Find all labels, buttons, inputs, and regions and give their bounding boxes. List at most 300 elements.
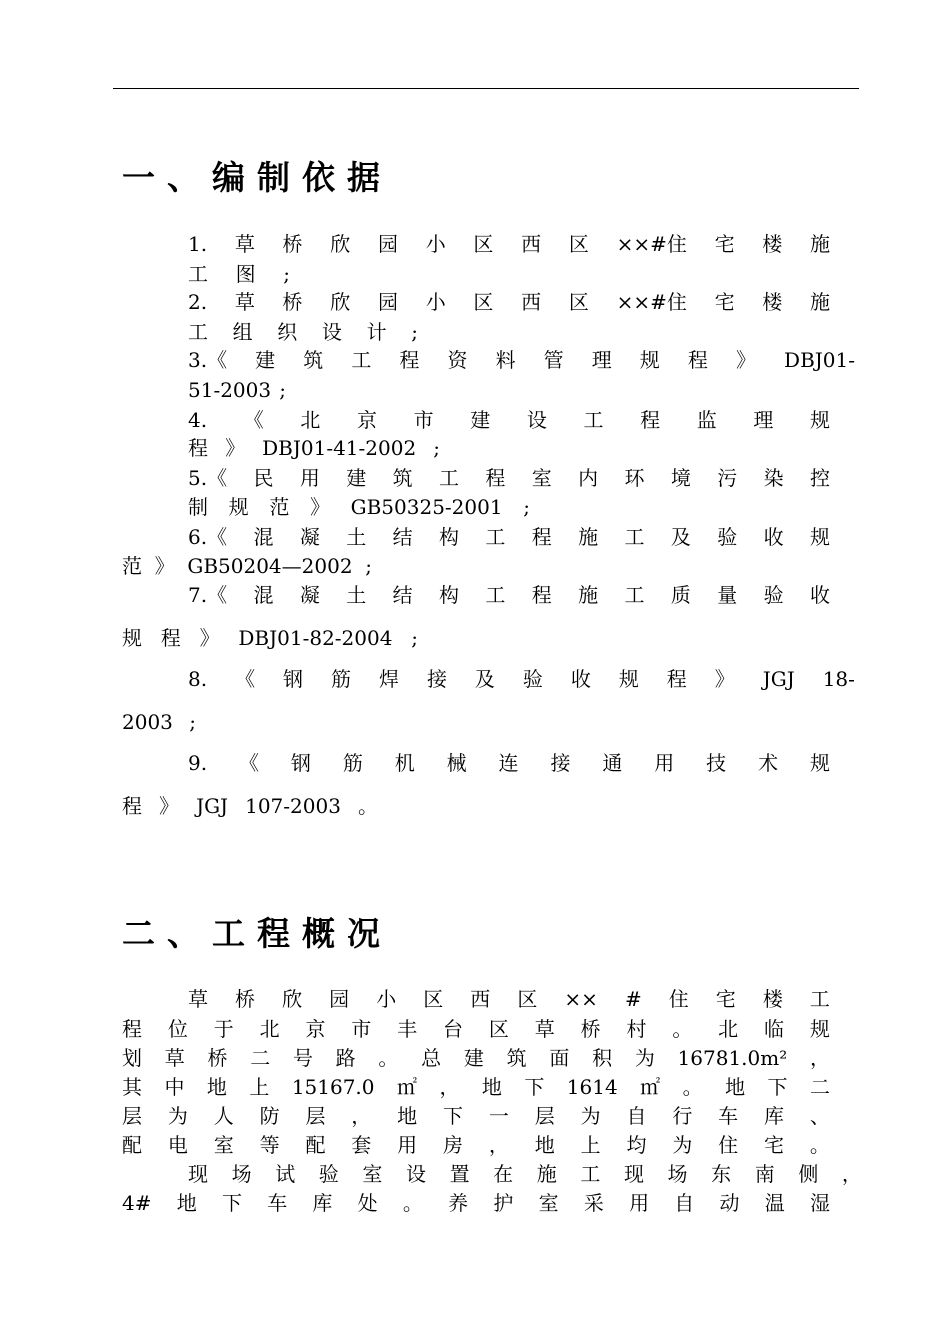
text-token: 总 [421, 1046, 442, 1070]
text-token: 9. [188, 751, 208, 775]
text-token: 房 [443, 1133, 464, 1157]
text-token: 》 [225, 436, 246, 460]
text-token: 桥 [580, 1017, 601, 1041]
text-token: 程 [687, 348, 708, 372]
text-token: 18- [822, 667, 855, 691]
text-token: 、 [809, 1104, 830, 1128]
text-token: 结 [392, 525, 413, 549]
text-token: 2. [188, 290, 208, 314]
text-token: ××#住 [616, 290, 687, 314]
text-token: 套 [351, 1133, 372, 1157]
text-token: JGJ [196, 794, 229, 818]
text-token: 制 [188, 495, 208, 519]
text-token: 收 [570, 667, 591, 691]
text-token: 规 [809, 525, 830, 549]
text-token: 规 [639, 348, 660, 372]
text-token: 7.《 [188, 583, 228, 607]
overview-line [122, 1135, 830, 1155]
text-token: 规 [228, 495, 249, 519]
text-token: 工 [624, 525, 645, 549]
text-token: 地 [481, 1075, 502, 1099]
text-token: 地 [176, 1191, 197, 1215]
text-token: 下 [221, 1191, 242, 1215]
text-token: 车 [267, 1191, 288, 1215]
text-token: 构 [438, 525, 459, 549]
text-token: 桥 [282, 232, 303, 256]
basis-line [188, 585, 830, 605]
text-token: 防 [259, 1104, 280, 1128]
text-token: ㎡ [396, 1075, 417, 1099]
text-token: 上 [580, 1133, 601, 1157]
text-token: 层 [305, 1104, 326, 1128]
text-token: 民 [253, 466, 274, 490]
text-token: 及 [670, 525, 691, 549]
text-token: 配 [122, 1133, 142, 1157]
text-token: 施 [578, 583, 599, 607]
text-token: ; [433, 436, 440, 460]
text-token: 宅 [715, 987, 736, 1011]
header-rule [113, 88, 859, 89]
text-token: GB50325-2001 [350, 495, 503, 519]
text-token: 资 [447, 348, 468, 372]
section-heading-overview: 二、工程概况 [122, 914, 392, 953]
text-token: 工 [188, 262, 208, 286]
text-token: 》 [159, 794, 180, 818]
text-token: 为 [580, 1104, 601, 1128]
text-token: 》 [199, 626, 220, 650]
text-token: 为 [672, 1133, 693, 1157]
text-token: 混 [253, 583, 274, 607]
text-token: 设 [526, 408, 547, 432]
text-token: 桥 [282, 290, 303, 314]
text-token: 位 [167, 1017, 188, 1041]
text-token: 丰 [397, 1017, 418, 1041]
overview-line [188, 989, 830, 1009]
text-token: 积 [592, 1046, 613, 1070]
text-token: 筑 [392, 466, 413, 490]
text-token: 西 [521, 290, 542, 314]
text-token: 温 [764, 1191, 785, 1215]
text-token: 技 [706, 751, 727, 775]
text-token: 东 [711, 1162, 732, 1186]
text-token: 电 [167, 1133, 188, 1157]
text-token: 场 [667, 1162, 688, 1186]
text-token: 程 [122, 794, 142, 818]
overview-line [122, 1077, 830, 1097]
text-token: 台 [443, 1017, 464, 1041]
text-token: 处 [357, 1191, 378, 1215]
text-token: 织 [277, 320, 298, 344]
text-token: 焊 [378, 667, 399, 691]
text-token: 程 [160, 626, 181, 650]
text-token: 二 [250, 1046, 271, 1070]
text-token: 自 [674, 1191, 695, 1215]
text-token: 质 [670, 583, 691, 607]
text-token: 库 [312, 1191, 333, 1215]
text-token: 4# [122, 1191, 152, 1215]
text-token: 用 [629, 1191, 650, 1215]
text-token: 监 [696, 408, 717, 432]
text-token: 一 [488, 1104, 509, 1128]
text-token: 下 [443, 1104, 464, 1128]
text-token: 械 [446, 751, 467, 775]
text-token: 配 [305, 1133, 326, 1157]
text-token: 钢 [290, 751, 311, 775]
text-token: 混 [253, 525, 274, 549]
text-token: 15167.0 [291, 1075, 375, 1099]
text-token: 上 [249, 1075, 270, 1099]
text-token: 工 [583, 408, 604, 432]
basis-line [188, 350, 855, 370]
basis-line [188, 264, 290, 284]
text-token: 草 [164, 1046, 185, 1070]
text-token: 。 [402, 1191, 423, 1215]
text-token: 结 [392, 583, 413, 607]
text-token: 土 [346, 583, 367, 607]
text-token: 京 [356, 408, 377, 432]
text-token: 路 [335, 1046, 356, 1070]
text-token: ××#住 [616, 232, 687, 256]
text-token: ， [351, 1104, 372, 1128]
text-token: 置 [449, 1162, 470, 1186]
text-token: 5.《 [188, 466, 228, 490]
text-token: 建 [346, 466, 367, 490]
text-token: 1614 [566, 1075, 618, 1099]
text-token: 程 [188, 436, 208, 460]
text-token: 区 [423, 987, 444, 1011]
text-token: # [624, 987, 642, 1011]
text-token: 收 [763, 525, 784, 549]
text-token: 村 [626, 1017, 647, 1041]
text-token: 西 [470, 987, 491, 1011]
text-token: 施 [810, 232, 830, 256]
text-token: 。 [672, 1017, 693, 1041]
text-token: 桥 [235, 987, 256, 1011]
basis-line [122, 796, 378, 816]
text-token: 二 [809, 1075, 830, 1099]
text-token: 宅 [714, 232, 735, 256]
text-token: 草 [234, 232, 255, 256]
text-token: 京 [305, 1017, 326, 1041]
text-token: 采 [583, 1191, 604, 1215]
text-token: 区 [488, 1017, 509, 1041]
text-token: 设 [405, 1162, 426, 1186]
text-token: 验 [717, 525, 738, 549]
text-token: 境 [670, 466, 691, 490]
text-token: 程 [399, 348, 420, 372]
text-token: 湿 [810, 1191, 830, 1215]
text-token: 建 [470, 408, 491, 432]
text-token: 凝 [299, 525, 320, 549]
text-token: 施 [536, 1162, 557, 1186]
section-heading-basis: 一、编制依据 [122, 158, 392, 197]
basis-line [188, 292, 830, 312]
overview-line [122, 1193, 830, 1213]
text-token: 验 [522, 667, 543, 691]
text-token: ; [523, 495, 530, 519]
text-token: 《 [239, 751, 259, 775]
text-token: 规 [809, 751, 830, 775]
text-token: 地 [534, 1133, 555, 1157]
text-token: 小 [425, 232, 446, 256]
text-token: 工 [351, 348, 372, 372]
text-token: 程 [122, 1017, 142, 1041]
text-token: 规 [618, 667, 639, 691]
text-token: 规 [809, 1017, 830, 1041]
text-token: 工 [809, 987, 830, 1011]
text-token: 工 [624, 583, 645, 607]
text-token: ， [488, 1133, 509, 1157]
text-token: 欣 [330, 232, 351, 256]
text-token: 及 [474, 667, 495, 691]
text-token: 接 [550, 751, 571, 775]
basis-line [188, 753, 830, 773]
text-token: 构 [438, 583, 459, 607]
text-token: 面 [549, 1046, 570, 1070]
text-token: 筑 [506, 1046, 527, 1070]
basis-line [188, 669, 855, 689]
text-token: 程 [640, 408, 661, 432]
basis-line [122, 556, 372, 576]
basis-line [122, 628, 418, 648]
text-token: 北 [718, 1017, 739, 1041]
text-token: 区 [517, 987, 538, 1011]
text-token: 均 [626, 1133, 647, 1157]
text-token: ; [365, 554, 372, 578]
overview-line [188, 1164, 862, 1184]
text-token: 区 [568, 290, 589, 314]
text-token: 桥 [207, 1046, 228, 1070]
text-token: 程 [531, 583, 552, 607]
text-token: 计 [366, 320, 387, 344]
basis-line [188, 410, 830, 430]
text-token: 侧 [798, 1162, 819, 1186]
text-token: 小 [376, 987, 397, 1011]
text-token: 楼 [762, 987, 783, 1011]
text-token: 层 [122, 1104, 142, 1128]
text-token: 量 [717, 583, 738, 607]
text-token: 染 [763, 466, 784, 490]
text-token: 范 [269, 495, 290, 519]
text-token: 》 [714, 667, 735, 691]
basis-line [188, 527, 830, 547]
text-token: 4. [188, 408, 208, 432]
text-token: 楼 [762, 232, 783, 256]
text-token: 划 [122, 1046, 142, 1070]
text-token: 筑 [303, 348, 324, 372]
text-token: 场 [231, 1162, 252, 1186]
text-token: 机 [394, 751, 415, 775]
text-token: 。 [682, 1075, 703, 1099]
basis-line [188, 468, 830, 488]
text-token: 建 [463, 1046, 484, 1070]
text-token: 地 [397, 1104, 418, 1128]
text-token: 连 [498, 751, 519, 775]
text-token: 于 [213, 1017, 234, 1041]
text-token: 地 [725, 1075, 746, 1099]
text-token: 市 [413, 408, 434, 432]
text-token: DBJ01-41-2002 [262, 436, 417, 460]
overview-line [122, 1019, 830, 1039]
text-token: 施 [578, 525, 599, 549]
text-token: 接 [426, 667, 447, 691]
text-token: 楼 [762, 290, 783, 314]
text-token: 范 [122, 554, 142, 578]
text-token: 验 [318, 1162, 339, 1186]
text-token: 北 [300, 408, 321, 432]
text-token: 用 [397, 1133, 418, 1157]
text-token: 区 [473, 232, 494, 256]
text-token: 宅 [764, 1133, 785, 1157]
text-token: 术 [758, 751, 779, 775]
text-token: 行 [672, 1104, 693, 1128]
text-token: 规 [122, 626, 142, 650]
text-token: 通 [602, 751, 623, 775]
text-token: 草 [534, 1017, 555, 1041]
text-token: 107-2003 [245, 794, 341, 818]
text-token: 》 [309, 495, 330, 519]
text-token: 设 [321, 320, 342, 344]
text-token: 。 [809, 1133, 830, 1157]
text-token: 护 [493, 1191, 514, 1215]
text-token: 为 [167, 1104, 188, 1128]
text-token: 室 [531, 466, 552, 490]
text-token: 工 [485, 525, 506, 549]
text-token: 管 [543, 348, 564, 372]
text-token: 1. [188, 232, 208, 256]
text-token: ; [279, 378, 286, 402]
text-token: ; [411, 320, 418, 344]
text-token: 室 [213, 1133, 234, 1157]
text-token: GB50204—2002 [187, 554, 353, 578]
overview-line [122, 1048, 830, 1068]
basis-line [188, 234, 830, 254]
text-token: 现 [623, 1162, 644, 1186]
text-token: 园 [377, 232, 398, 256]
basis-line [188, 380, 286, 400]
text-token: 料 [495, 348, 516, 372]
text-token: 养 [448, 1191, 469, 1215]
text-token: 2003 [122, 710, 173, 734]
text-token: 住 [668, 987, 689, 1011]
text-token: 人 [213, 1104, 234, 1128]
text-token: 施 [810, 290, 830, 314]
text-token: 收 [809, 583, 830, 607]
text-token: 其 [122, 1075, 142, 1099]
text-token: 用 [299, 466, 320, 490]
text-token: DBJ01-82-2004 [238, 626, 393, 650]
text-token: 中 [164, 1075, 185, 1099]
text-token: 工 [580, 1162, 601, 1186]
text-token: 园 [329, 987, 350, 1011]
text-token: 为 [634, 1046, 655, 1070]
text-token: 欣 [282, 987, 303, 1011]
text-token: 6.《 [188, 525, 228, 549]
text-token: ; [411, 626, 418, 650]
text-token: 号 [292, 1046, 313, 1070]
text-token: 《 [235, 667, 256, 691]
text-token: 车 [718, 1104, 739, 1128]
text-token: 建 [255, 348, 276, 372]
text-token: 程 [666, 667, 687, 691]
text-token: ㎡ [640, 1075, 661, 1099]
text-token: 工 [188, 320, 208, 344]
text-token: 西 [521, 232, 542, 256]
text-token: 《 [243, 408, 264, 432]
text-token: 小 [425, 290, 446, 314]
text-token: 草 [234, 290, 255, 314]
text-token: 污 [717, 466, 738, 490]
text-token: 验 [763, 583, 784, 607]
text-token: 区 [568, 232, 589, 256]
text-token: 欣 [330, 290, 351, 314]
basis-line [188, 322, 418, 342]
text-token: 地 [206, 1075, 227, 1099]
text-token: 程 [531, 525, 552, 549]
text-token: 图 [235, 262, 256, 286]
text-token: 等 [259, 1133, 280, 1157]
text-token: 动 [719, 1191, 740, 1215]
text-token: 市 [351, 1017, 372, 1041]
text-token: 16781.0m² [677, 1046, 788, 1070]
text-token: 控 [809, 466, 830, 490]
text-token: 理 [591, 348, 612, 372]
text-token: 3.《 [188, 348, 228, 372]
text-token: 。 [378, 1046, 399, 1070]
text-token: ， [841, 1162, 862, 1186]
text-token: 凝 [299, 583, 320, 607]
basis-line [122, 712, 196, 732]
text-token: 51-2003 [188, 378, 272, 402]
text-token: ， [439, 1075, 460, 1099]
text-token: 工 [438, 466, 459, 490]
text-token: 理 [753, 408, 774, 432]
text-token: ， [809, 1046, 830, 1070]
text-token: 筋 [342, 751, 363, 775]
text-token: 自 [626, 1104, 647, 1128]
text-token: DBJ01- [784, 348, 855, 372]
text-token: JGJ [762, 667, 795, 691]
basis-line [188, 497, 530, 517]
text-token: 园 [377, 290, 398, 314]
text-token: 试 [275, 1162, 296, 1186]
text-token: 》 [735, 348, 756, 372]
text-token: 住 [718, 1133, 739, 1157]
text-token: 现 [188, 1162, 208, 1186]
basis-line [188, 438, 440, 458]
text-token: 。 [357, 794, 378, 818]
text-token: 8. [188, 667, 208, 691]
text-token: 宅 [714, 290, 735, 314]
text-token: 土 [346, 525, 367, 549]
text-token: ×× [564, 987, 598, 1011]
text-token: 草 [188, 987, 208, 1011]
text-token: 库 [764, 1104, 785, 1128]
text-token: 室 [362, 1162, 383, 1186]
text-token: 层 [534, 1104, 555, 1128]
text-token: ; [189, 710, 196, 734]
text-token: 工 [485, 583, 506, 607]
text-token: ; [283, 262, 290, 286]
text-token: 规 [809, 408, 830, 432]
text-token: 下 [524, 1075, 545, 1099]
text-token: 钢 [283, 667, 304, 691]
text-token: 》 [154, 554, 175, 578]
text-token: 南 [754, 1162, 775, 1186]
text-token: 临 [764, 1017, 785, 1041]
text-token: 环 [624, 466, 645, 490]
text-token: 区 [473, 290, 494, 314]
